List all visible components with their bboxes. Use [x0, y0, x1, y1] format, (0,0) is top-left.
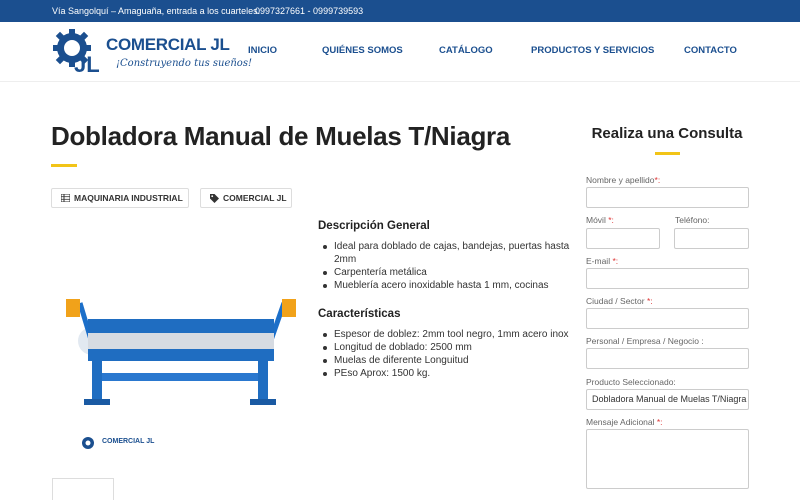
phone-label: Teléfono: [675, 215, 710, 225]
nav-contacto[interactable]: CONTACTO [684, 45, 737, 56]
list-item: Longitud de doblado: 2500 mm [318, 341, 573, 354]
svg-text:JL: JL [74, 52, 100, 76]
list-item: Carpentería metálica [318, 266, 573, 279]
features-heading: Características [318, 308, 401, 320]
company-label: Personal / Empresa / Negocio : [586, 336, 704, 346]
phone-input[interactable] [674, 228, 749, 249]
mobile-input[interactable] [586, 228, 660, 249]
form-title-underline [655, 152, 680, 155]
description-heading: Descripción General [318, 220, 430, 232]
tag-icon [210, 194, 219, 203]
product-description [318, 220, 573, 396]
features-list [318, 328, 573, 380]
product-thumbnail[interactable] [52, 478, 114, 500]
form-title: Realiza una Consulta [591, 125, 743, 142]
top-bar [0, 0, 800, 22]
list-item: Mueblería acero inoxidable hasta 1 mm, cocinas [318, 279, 573, 292]
tag-comercial-jl[interactable] [200, 188, 292, 208]
gear-logo-icon [52, 28, 108, 76]
nav-productos-servicios[interactable]: PRODUCTOS Y SERVICIOS [531, 45, 655, 56]
address-text: Vía Sangolquí – Amaguaña, entrada a los cuarteles. [52, 6, 261, 16]
tag-label: MAQUINARIA INDUSTRIAL [74, 193, 183, 203]
list-item: Muelas de diferente Longuitud [318, 354, 573, 367]
list-item: Espesor de doblez: 2mm tool negro, 1mm acero inox [318, 328, 573, 341]
city-label: Ciudad / Sector *: [586, 296, 653, 306]
logo-brand-text: COMERCIAL JL [106, 35, 230, 54]
page-title: Dobladora Manual de Muelas T/Niagra [51, 121, 511, 151]
message-label: Mensaje Adicional *: [586, 417, 663, 427]
phone-numbers[interactable]: 0997327661 - 0999739593 [255, 6, 364, 16]
list-icon [61, 194, 70, 202]
site-logo[interactable] [52, 28, 252, 76]
name-input[interactable] [586, 187, 749, 208]
list-item: PEso Aprox: 1500 kg. [318, 367, 573, 380]
nav-quienes-somos[interactable]: QUIÉNES SOMOS [322, 45, 403, 56]
product-input[interactable]: Dobladora Manual de Muelas T/Niagra [586, 389, 749, 410]
list-item: Ideal para doblado de cajas, bandejas, puertas hasta 2mm [318, 240, 573, 266]
product-image[interactable] [52, 223, 302, 453]
nav-inicio[interactable]: INICIO [248, 45, 278, 56]
description-list [318, 240, 573, 292]
logo-tagline: ¡Construyendo tus sueños! [116, 58, 252, 69]
product-label: Producto Seleccionado: [586, 377, 676, 387]
city-input[interactable] [586, 308, 749, 329]
message-textarea[interactable] [586, 429, 749, 489]
email-label: E-mail *: [586, 256, 619, 266]
nav-catalogo[interactable]: CATÁLOGO [439, 45, 493, 56]
bending-machine-image [52, 223, 302, 453]
tag-label: COMERCIAL JL [223, 193, 287, 203]
tag-maquinaria-industrial[interactable] [51, 188, 189, 208]
site-header [0, 22, 800, 82]
mobile-label: Móvil *: [586, 215, 614, 225]
product-page [0, 83, 800, 500]
name-label: Nombre y apellido*: [586, 175, 661, 185]
company-input[interactable] [586, 348, 749, 369]
email-input[interactable] [586, 268, 749, 289]
title-underline [51, 164, 77, 167]
image-logo-text: COMERCIAL JL [102, 438, 155, 445]
